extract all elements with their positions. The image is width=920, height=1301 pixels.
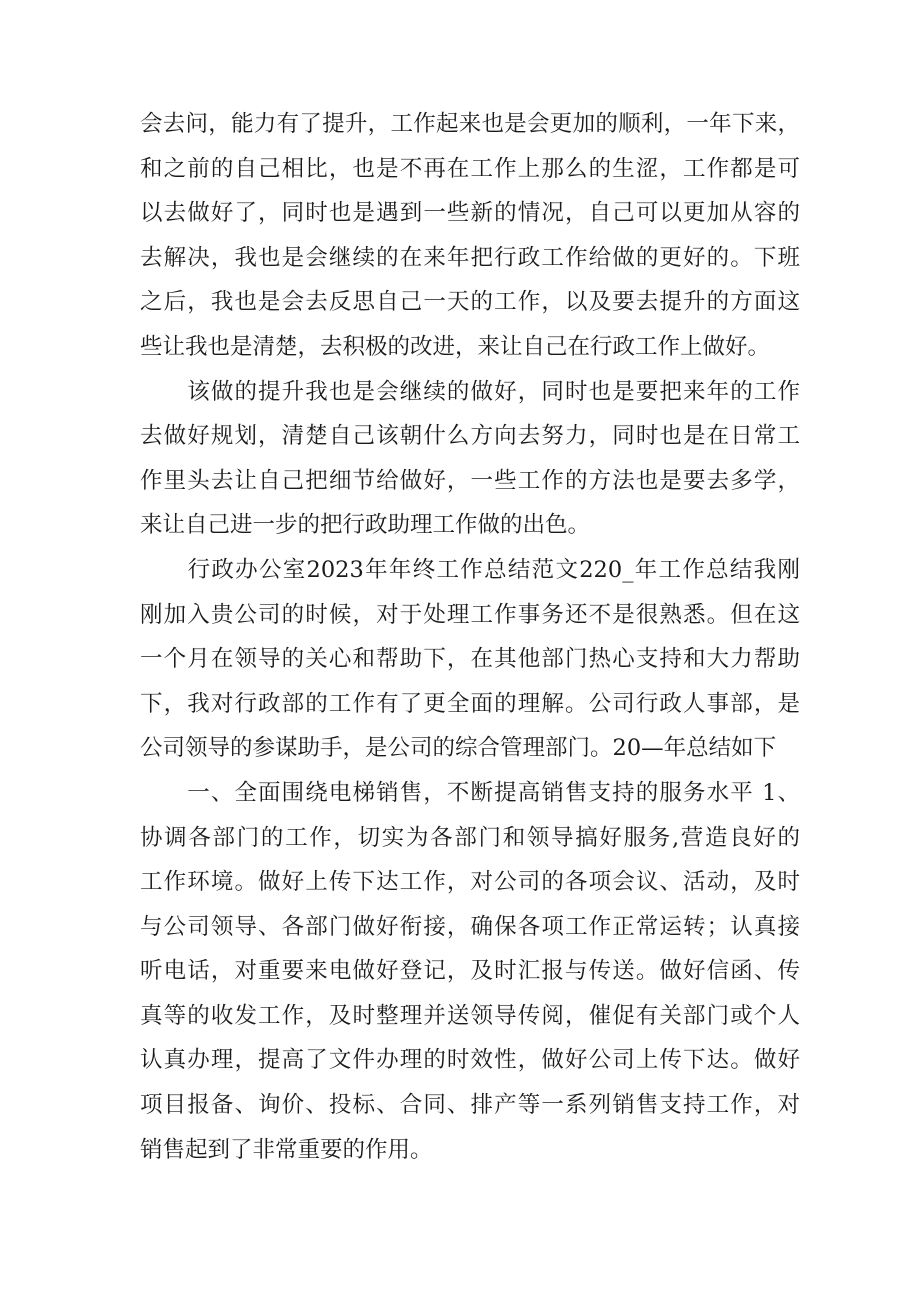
text-line: 之后，我也是会去反思自己一天的工作，以及要去提升的方面这 [140, 289, 800, 316]
text-line: 会去问，能力有了提升，工作起来也是会更加的顺利，一年下来， [140, 111, 800, 137]
text-line: 该做的提升我也是会继续的做好，同时也是要把来年的工作 [140, 378, 800, 405]
text-line: 作里头去让自己把细节给做好，一些工作的方法也是要去多学， [140, 467, 800, 494]
text-line: 行政办公室2023年年终工作总结范文220_年工作总结我刚 [140, 556, 800, 583]
text-line: 协调各部门的工作，切实为各部门和领导搞好服务,营造良好的 [140, 824, 800, 851]
text-line: 刚加入贵公司的时候，对于处理工作事务还不是很熟悉。但在这 [140, 601, 800, 628]
text-line: 以去做好了，同时也是遇到一些新的情况，自己可以更加从容的 [140, 200, 800, 227]
paragraph-3 [140, 548, 800, 771]
text-line: 工作环境。做好上传下达工作，对公司的各项会议、活动，及时 [140, 869, 800, 896]
text-line: 项目报备、询价、投标、合同、排产等一系列销售支持工作，对 [140, 1092, 800, 1119]
paragraph-2 [140, 370, 800, 548]
text-line: 和之前的自己相比，也是不再在工作上那么的生涩，工作都是可 [140, 155, 800, 182]
text-line: 认真办理，提高了文件办理的时效性，做好公司上传下达。做好 [140, 1047, 800, 1074]
text-line: 去解决，我也是会继续的在来年把行政工作给做的更好的。下班 [140, 244, 800, 271]
text-line: 公司领导的参谋助手，是公司的综合管理部门。20—年总结如下 [140, 735, 777, 762]
text-line: 销售起到了非常重要的作用。 [140, 1136, 433, 1163]
text-line: 去做好规划，清楚自己该朝什么方向去努力，同时也是在日常工 [140, 423, 800, 450]
text-line: 与公司领导、各部门做好衔接，确保各项工作正常运转；认真接 [140, 913, 800, 940]
text-line: 一、全面围绕电梯销售，不断提高销售支持的服务水平 1、 [140, 779, 800, 806]
paragraph-1 [140, 102, 800, 370]
document-body [140, 102, 800, 1172]
text-line: 一个月在领导的关心和帮助下，在其他部门热心支持和大力帮助 [140, 646, 800, 673]
text-line: 些让我也是清楚，去积极的改进，来让自己在行政工作上做好。 [140, 333, 771, 360]
text-line: 听电话，对重要来电做好登记，及时汇报与传送。做好信函、传 [140, 958, 800, 985]
text-line: 真等的收发工作，及时整理并送领导传阅，催促有关部门或个人 [140, 1002, 800, 1029]
text-line: 下，我对行政部的工作有了更全面的理解。公司行政人事部，是 [140, 690, 800, 717]
text-line: 来让自己进一步的把行政助理工作做的出色。 [140, 512, 591, 539]
paragraph-4 [140, 771, 800, 1172]
